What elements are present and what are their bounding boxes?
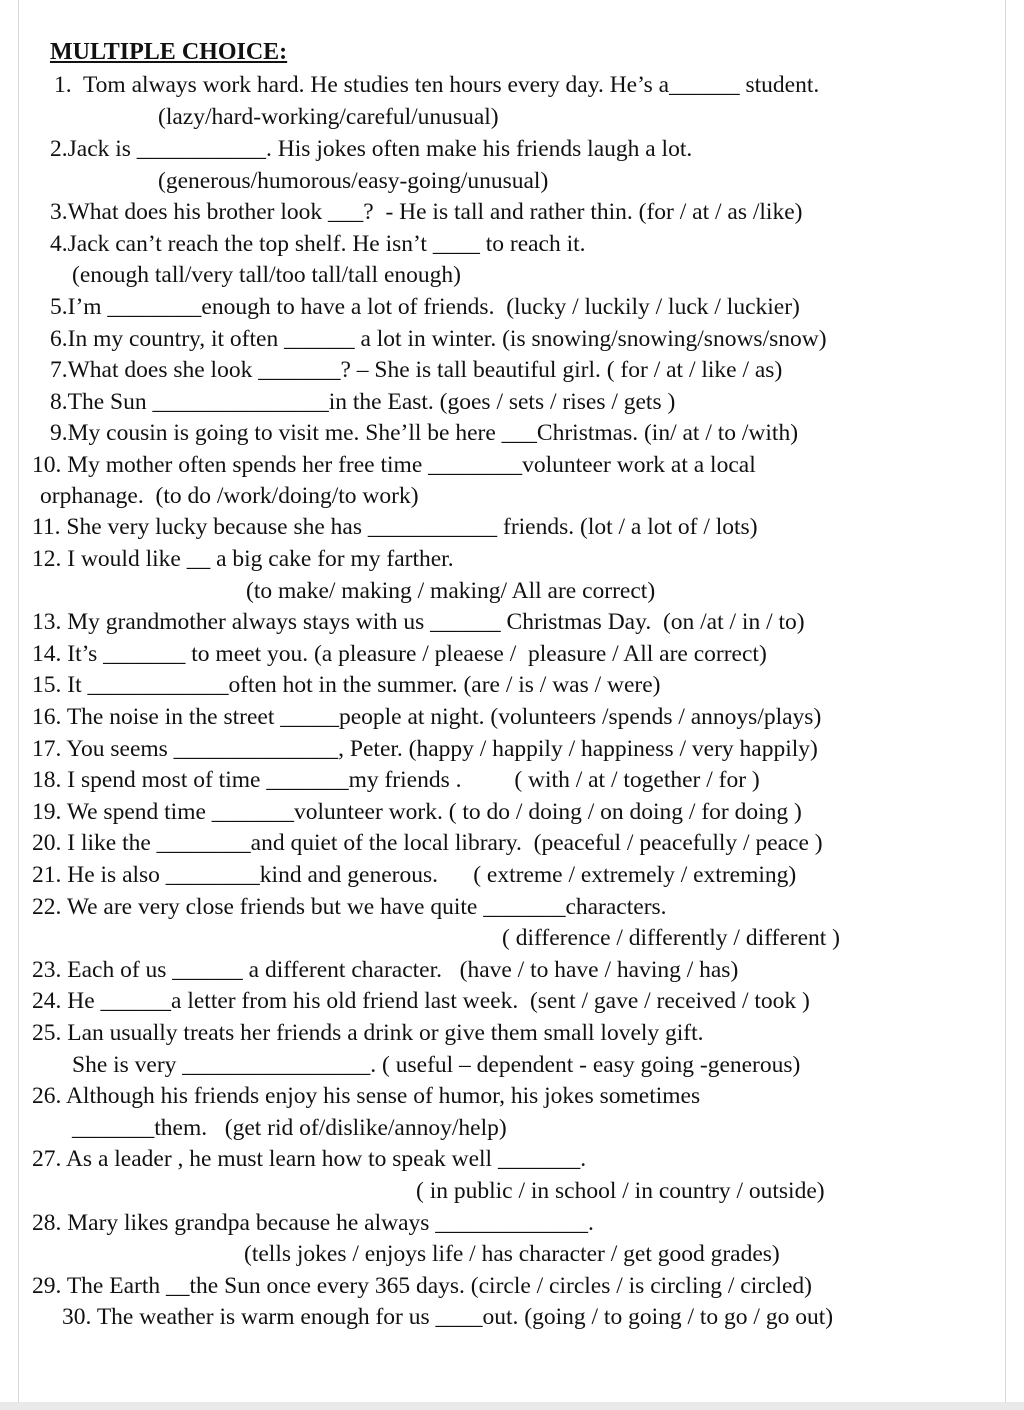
question-3: 3.What does his brother look ___? - He is tall and rather thin. (for / at / as /like) bbox=[50, 199, 803, 225]
question-12-options: (to make/ making / making/ All are correct) bbox=[246, 578, 656, 604]
question-20: 20. I like the ________and quiet of the local library. (peaceful / peacefully / peace ) bbox=[32, 830, 823, 856]
question-5: 5.I’m ________enough to have a lot of friends. (lucky / luckily / luck / luckier) bbox=[50, 294, 800, 320]
worksheet-title: MULTIPLE CHOICE: bbox=[50, 39, 288, 65]
question-27: 27. As a leader , he must learn how to speak well _______. bbox=[32, 1146, 587, 1172]
question-9: 9.My cousin is going to visit me. She’ll be here ___Christmas. (in/ at / to /with) bbox=[50, 420, 799, 446]
question-22: 22. We are very close friends but we have quite _______characters. bbox=[32, 894, 667, 920]
question-19: 19. We spend time _______volunteer work. ( to do / doing / on doing / for doing ) bbox=[32, 799, 802, 825]
question-11: 11. She very lucky because she has ___________ friends. (lot / a lot of / lots) bbox=[32, 514, 758, 540]
question-24: 24. He ______a letter from his old friend last week. (sent / gave / received / took ) bbox=[32, 988, 810, 1014]
question-25: 25. Lan usually treats her friends a drink or give them small lovely gift. bbox=[32, 1020, 704, 1046]
question-12: 12. I would like __ a big cake for my farther. bbox=[32, 546, 454, 572]
question-28: 28. Mary likes grandpa because he always _____________. bbox=[32, 1210, 594, 1236]
question-14: 14. It’s _______ to meet you. (a pleasure / pleaese / pleasure / All are correct) bbox=[32, 641, 767, 667]
question-27-options: ( in public / in school / in country / outside) bbox=[416, 1178, 825, 1204]
question-16: 16. The noise in the street _____people at night. (volunteers /spends / annoys/plays) bbox=[32, 704, 822, 730]
question-2-options: (generous/humorous/easy-going/unusual) bbox=[158, 168, 549, 194]
question-18: 18. I spend most of time _______my friends . ( with / at / together / for ) bbox=[32, 767, 760, 793]
question-26-continuation: _______them. (get rid of/dislike/annoy/help) bbox=[72, 1115, 507, 1141]
question-23: 23. Each of us ______ a different character. (have / to have / having / has) bbox=[32, 957, 739, 983]
question-10-options: orphanage. (to do /work/doing/to work) bbox=[40, 483, 419, 509]
question-7: 7.What does she look _______? – She is tall beautiful girl. ( for / at / like / as) bbox=[50, 357, 783, 383]
question-1-options: (lazy/hard-working/careful/unusual) bbox=[158, 104, 499, 130]
question-21: 21. He is also ________kind and generous. ( extreme / extremely / extreming) bbox=[32, 862, 797, 888]
question-17: 17. You seems ______________, Peter. (happy / happily / happiness / very happily) bbox=[32, 736, 818, 762]
question-28-options: (tells jokes / enjoys life / has character / get good grades) bbox=[244, 1241, 780, 1267]
question-13: 13. My grandmother always stays with us ______ Christmas Day. (on /at / in / to) bbox=[32, 609, 805, 635]
question-15: 15. It ____________often hot in the summer. (are / is / was / were) bbox=[32, 672, 661, 698]
question-6: 6.In my country, it often ______ a lot in winter. (is snowing/snowing/snows/snow) bbox=[50, 326, 827, 352]
question-2: 2.Jack is ___________. His jokes often make his friends laugh a lot. bbox=[50, 136, 693, 162]
question-4-options: (enough tall/very tall/too tall/tall enough) bbox=[72, 262, 461, 288]
question-1: 1. Tom always work hard. He studies ten hours every day. He’s a______ student. bbox=[54, 72, 820, 98]
question-30: 30. The weather is warm enough for us ____out. (going / to going / to go / go out) bbox=[62, 1304, 834, 1330]
question-26: 26. Although his friends enjoy his sense of humor, his jokes sometimes bbox=[32, 1083, 701, 1109]
question-29: 29. The Earth __the Sun once every 365 days. (circle / circles / is circling / circled) bbox=[32, 1273, 813, 1299]
question-8: 8.The Sun _______________in the East. (goes / sets / rises / gets ) bbox=[50, 389, 676, 415]
question-4: 4.Jack can’t reach the top shelf. He isn’t ____ to reach it. bbox=[50, 231, 586, 257]
question-25-continuation: She is very ________________. ( useful – dependent - easy going -generous) bbox=[72, 1052, 801, 1078]
question-10: 10. My mother often spends her free time ________volunteer work at a local bbox=[32, 452, 756, 478]
question-22-options: ( difference / differently / different ) bbox=[502, 925, 840, 951]
